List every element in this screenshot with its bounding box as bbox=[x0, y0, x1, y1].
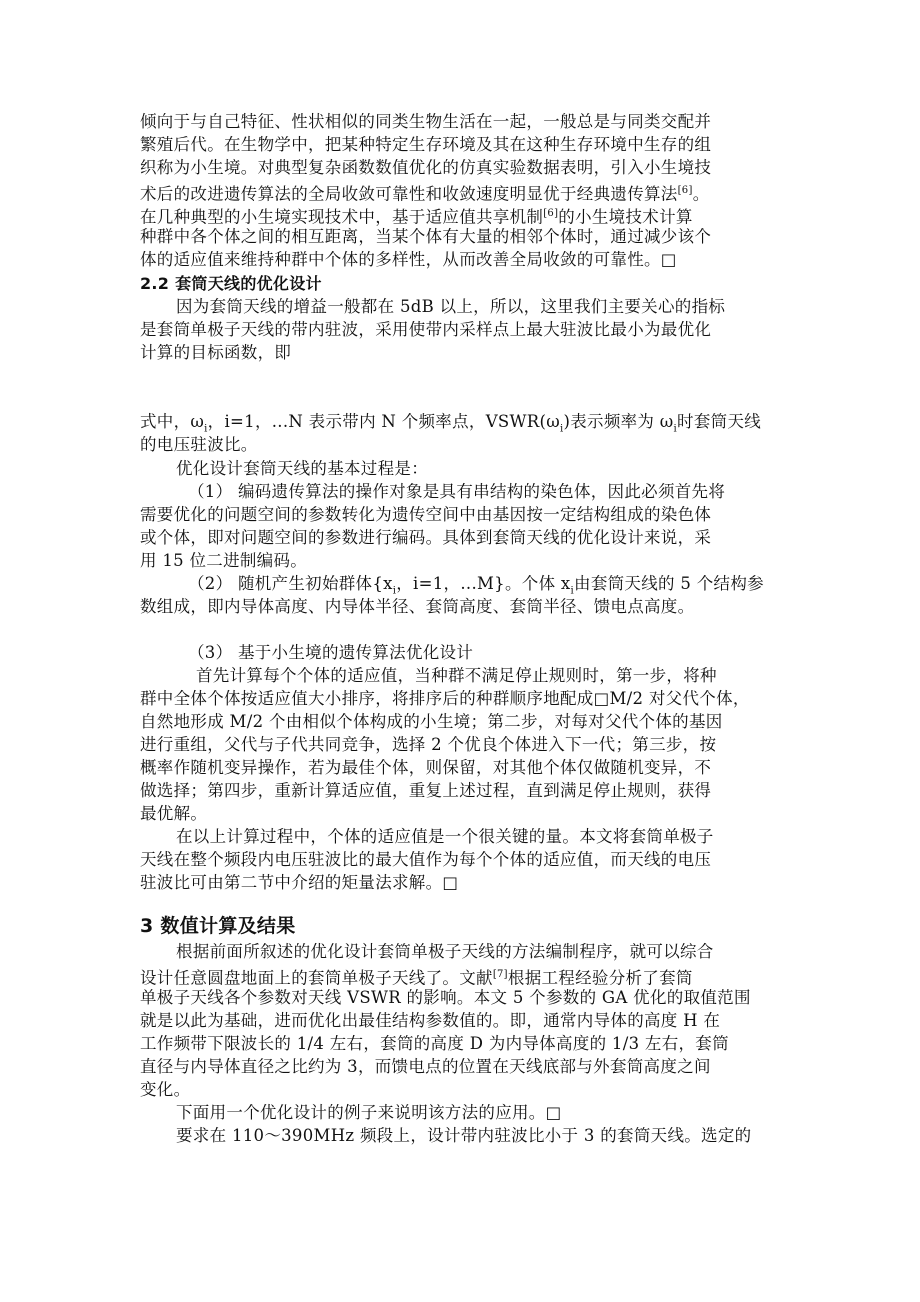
paragraph-line: 自然地形成 M/2 个由相似个体构成的小生境；第二步，对每对父代个体的基因 bbox=[140, 712, 723, 731]
section-heading: 3 数值计算及结果 bbox=[140, 915, 296, 937]
section-heading: 2.2 套筒天线的优化设计 bbox=[140, 274, 322, 293]
paragraph-line: 种群中各个体之间的相互距离，当某个体有大量的相邻个体时，通过减少该个 bbox=[140, 227, 712, 246]
paragraph-line: 倾向于与自己特征、性状相似的同类生物生活在一起，一般总是与同类交配并 bbox=[140, 112, 712, 131]
paragraph-line: 术后的改进遗传算法的全局收敛可靠性和收敛速度明显优于经典遗传算法[6]。 bbox=[140, 184, 710, 204]
paragraph-line: 用 15 位二进制编码。 bbox=[140, 551, 308, 570]
paragraph-line: 单极子天线各个参数对天线 VSWR 的影响。本文 5 个参数的 GA 优化的取值范围 bbox=[140, 988, 751, 1007]
paragraph-line: 设计任意圆盘地面上的套筒单极子天线了。文献[7]根据工程经验分析了套筒 bbox=[140, 968, 693, 988]
paragraph-line: 最优解。 bbox=[140, 804, 208, 823]
paragraph-line: 直径与内导体直径之比约为 3，而馈电点的位置在天线底部与外套筒高度之间 bbox=[140, 1057, 711, 1076]
paragraph-line: 繁殖后代。在生物学中，把某种特定生存环境及其在这种生存环境中生存的组 bbox=[140, 135, 712, 154]
paragraph-line: 工作频带下限波长的 1/4 左右，套筒的高度 D 为内导体高度的 1/3 左右，套筒 bbox=[140, 1034, 729, 1053]
paragraph-line: 在以上计算过程中，个体的适应值是一个很关键的量。本文将套筒单极子 bbox=[176, 827, 714, 846]
citation: [6] bbox=[543, 208, 559, 219]
paragraph-line: 进行重组，父代与子代共同竞争，选择 2 个优良个体进入下一代；第三步，按 bbox=[140, 735, 717, 754]
paragraph-line: 计算的目标函数，即 bbox=[140, 343, 292, 362]
paragraph-line: 数组成，即内导体高度、内导体半径、套筒高度、套筒半径、馈电点高度。 bbox=[140, 597, 695, 616]
paragraph-line: 需要优化的问题空间的参数转化为遗传空间中由基因按一定结构组成的染色体 bbox=[140, 505, 712, 524]
step-heading: （2） 随机产生初始群体{$x_i$，i=1，...M}。个体 $x_i$由套筒天线的 5 个结构参 bbox=[188, 574, 764, 597]
step-heading: （1） 编码遗传算法的操作对象是具有串结构的染色体，因此必须首先将 bbox=[188, 482, 726, 501]
step-heading: （3） 基于小生境的遗传算法优化设计 bbox=[188, 643, 474, 662]
paragraph-line: 优化设计套筒天线的基本过程是： bbox=[176, 459, 428, 478]
paragraph-line: 概率作随机变异操作，若为最佳个体，则保留，对其他个体仅做随机变异，不 bbox=[140, 758, 712, 777]
paragraph-line: 驻波比可由第二节中介绍的矩量法求解。□ bbox=[140, 873, 459, 892]
paragraph-line: 群中全体个体按适应值大小排序，将排序后的种群顺序地配成□M/2 对父代个体， bbox=[140, 689, 750, 708]
citation: [7] bbox=[492, 969, 508, 980]
paragraph-line: 式中，$\omega_i$，i=1，...N 表示带内 N 个频率点，$VSWR(\omega_i)$表示频率为 $\omega_i$时套筒天线 bbox=[140, 412, 762, 435]
citation: [6] bbox=[677, 185, 693, 196]
paragraph-line: 根据前面所叙述的优化设计套筒单极子天线的方法编制程序，就可以综合 bbox=[176, 942, 714, 961]
paragraph-line: 织称为小生境。对典型复杂函数数值优化的仿真实验数据表明，引入小生境技 bbox=[140, 158, 712, 177]
paragraph-line: 首先计算每个个体的适应值，当种群不满足停止规则时，第一步，将种 bbox=[196, 666, 717, 685]
paragraph-line: 就是以此为基础，进而优化出最佳结构参数值的。即，通常内导体的高度 H 在 bbox=[140, 1011, 721, 1030]
paragraph-line: 下面用一个优化设计的例子来说明该方法的应用。□ bbox=[176, 1103, 562, 1122]
paragraph-line: 要求在 110～390MHz 频段上，设计带内驻波比小于 3 的套筒天线。选定的 bbox=[176, 1126, 752, 1145]
paragraph-line: 因为套筒天线的增益一般都在 5dB 以上，所以，这里我们主要关心的指标 bbox=[176, 297, 726, 316]
paragraph-line: 做选择；第四步，重新计算适应值，重复上述过程，直到满足停止规则，获得 bbox=[140, 781, 712, 800]
paragraph-line: 天线在整个频段内电压驻波比的最大值作为每个个体的适应值，而天线的电压 bbox=[140, 850, 712, 869]
paragraph-line: 体的适应值来维持种群中个体的多样性，从而改善全局收敛的可靠性。□ bbox=[140, 250, 677, 269]
paragraph-line: 或个体，即对问题空间的参数进行编码。具体到套筒天线的优化设计来说，采 bbox=[140, 528, 712, 547]
paragraph-line: 的电压驻波比。 bbox=[140, 435, 258, 454]
paragraph-line: 是套筒单极子天线的带内驻波，采用使带内采样点上最大驻波比最小为最优化 bbox=[140, 320, 712, 339]
paragraph-line: 在几种典型的小生境实现技术中，基于适应值共享机制[6]的小生境技术计算 bbox=[140, 207, 693, 227]
paragraph-line: 变化。 bbox=[140, 1080, 191, 1099]
